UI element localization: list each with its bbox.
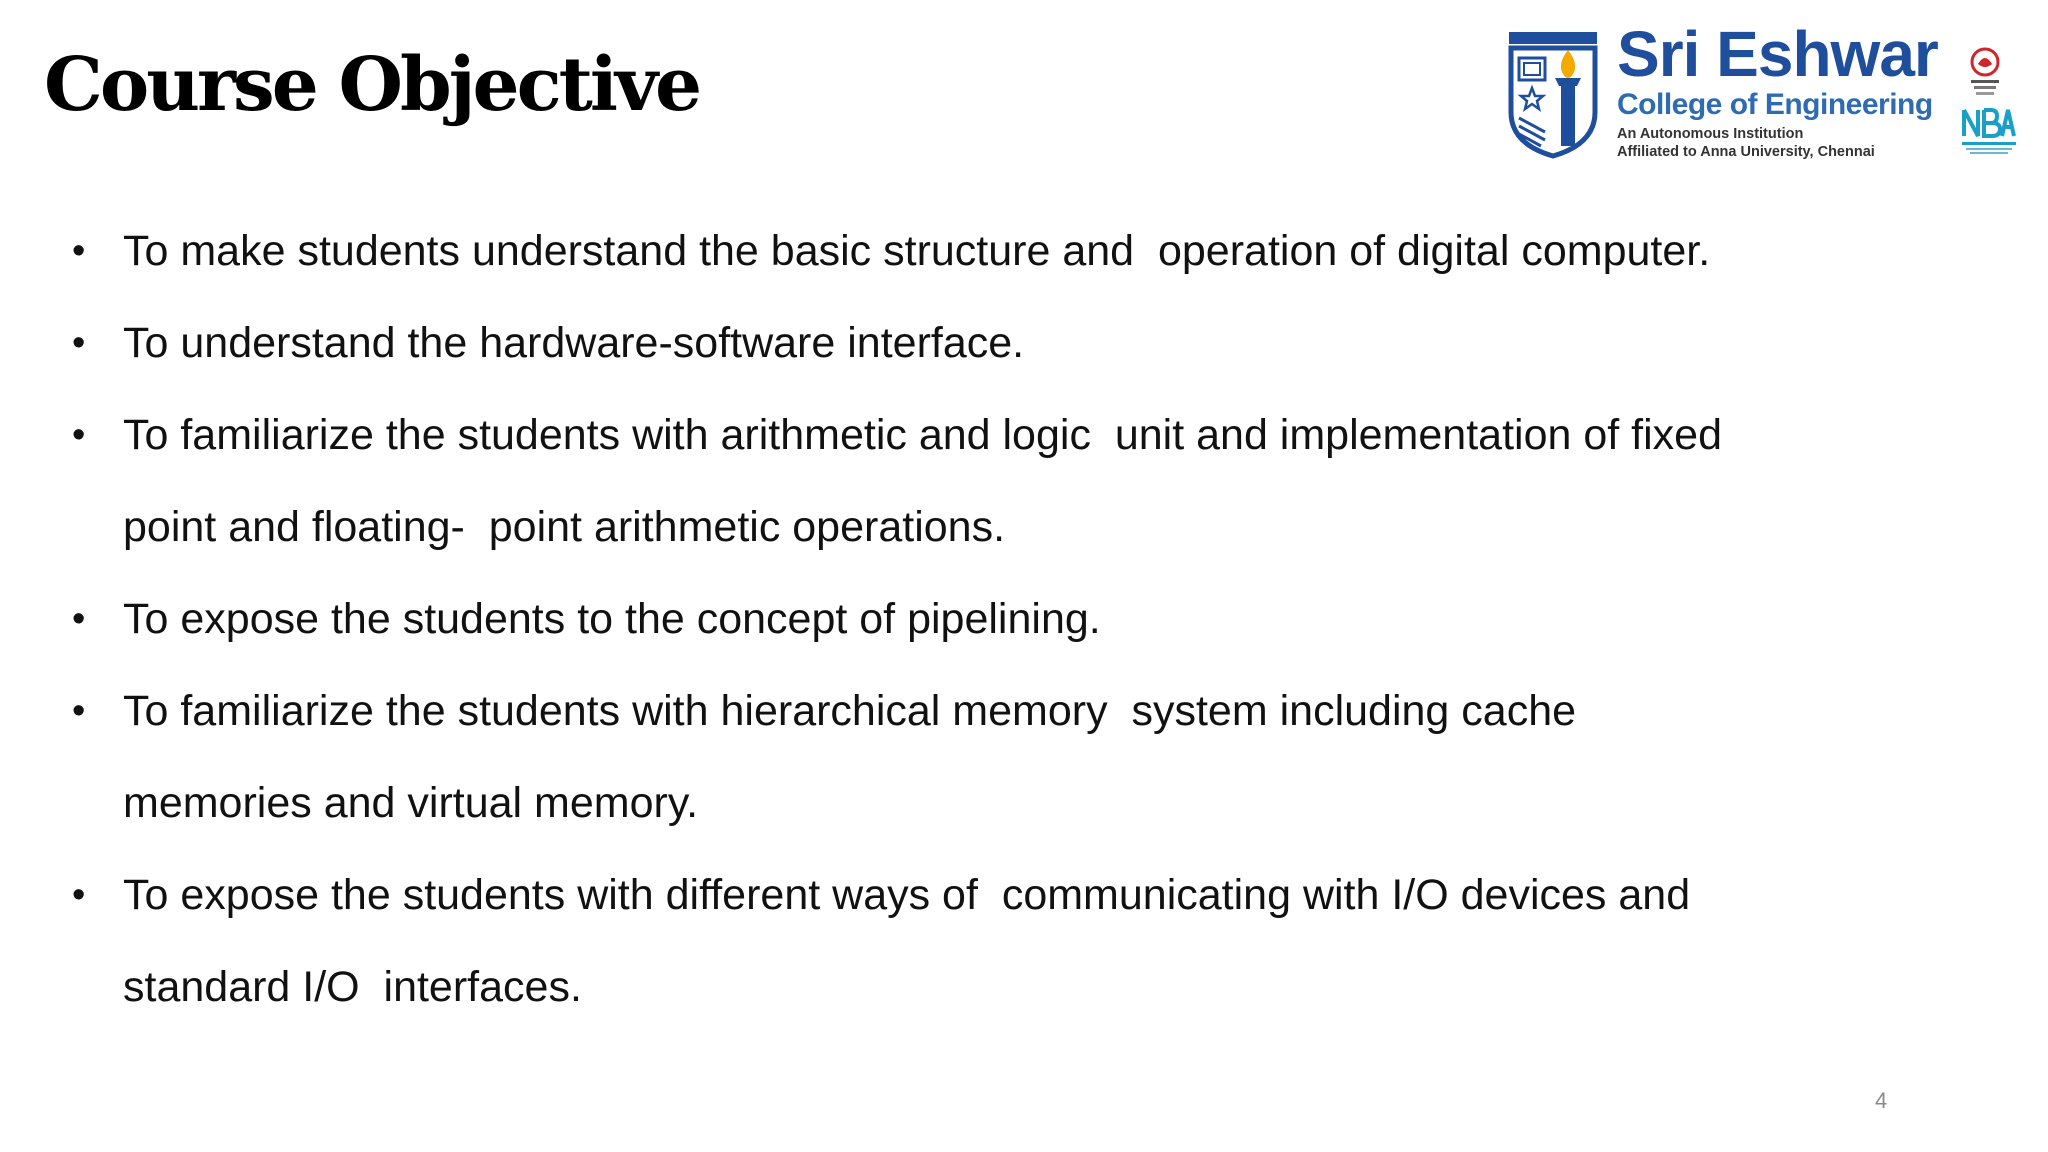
bullet-marker: • [72, 230, 86, 272]
bullet-marker: • [72, 690, 86, 732]
shield-torch-crest-icon [1505, 28, 1601, 160]
objective-text: To understand the hardware-software interface. [123, 319, 1025, 367]
bullet-marker: • [72, 414, 86, 456]
bullet-marker: • [72, 874, 86, 916]
bullet-marker: • [72, 598, 86, 640]
objectives-list [72, 205, 1972, 1033]
objective-text: To make students understand the basic structure and operation of digital computer. [123, 227, 1711, 275]
objective-item [72, 297, 1972, 389]
objective-item [72, 849, 1972, 1033]
objective-text: To expose the students with different ways of communicating with I/O devices and [123, 871, 1691, 919]
logo-subtitle: College of Engineering [1617, 88, 1933, 121]
objective-item [72, 389, 1972, 573]
objective-item [72, 665, 1972, 849]
objective-text: To familiarize the students with hierarchical memory system including cache [123, 687, 1577, 735]
objective-text-continued: memories and virtual memory. [123, 779, 699, 827]
logo-tagline-affiliation: Affiliated to Anna University, Chennai [1617, 144, 1875, 160]
objective-item [72, 573, 1972, 665]
objective-text-continued: standard I/O interfaces. [123, 963, 582, 1011]
objective-text: To expose the students to the concept of pipelining. [123, 595, 1101, 643]
logo-name: Sri Eshwar [1617, 18, 1938, 90]
college-logo [1505, 18, 2025, 168]
nba-accreditation-badge-icon [1960, 106, 2018, 156]
objective-text: To familiarize the students with arithmetic and logic unit and implementation of fixed [123, 411, 1722, 459]
page-number: 4 [1875, 1088, 1888, 1113]
slide-title: Course Objective [44, 42, 700, 128]
objective-item [72, 205, 1972, 297]
logo-tagline-autonomous: An Autonomous Institution [1617, 126, 1804, 142]
bullet-marker: • [72, 322, 86, 364]
naac-accreditation-badge-icon [1967, 46, 2003, 98]
objective-text-continued: point and floating- point arithmetic operations. [123, 503, 1006, 551]
